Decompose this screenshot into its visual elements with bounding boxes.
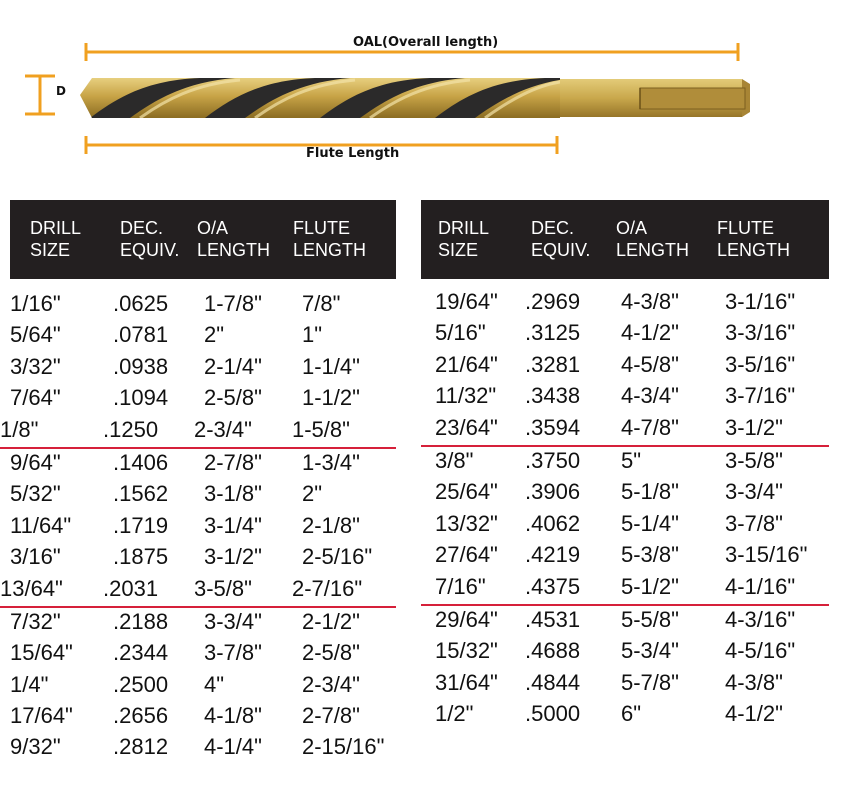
- drill-size-cell: 1/8": [0, 416, 39, 442]
- dec-equiv-cell: .1719: [113, 512, 169, 538]
- oa-length-cell: 3-7/8": [204, 640, 262, 666]
- drill-size-cell: 29/64": [435, 606, 498, 632]
- dec-equiv-cell: .2812: [113, 734, 169, 760]
- oa-length-cell: 2": [204, 322, 225, 348]
- drill-size-cell: 21/64": [435, 351, 498, 377]
- dec-equiv-cell: .2656: [113, 703, 169, 729]
- drill-bit-diagram: [0, 0, 847, 180]
- table-row: [421, 573, 829, 606]
- oa-length-cell: 5": [621, 447, 642, 473]
- table-row: [10, 353, 396, 384]
- header-flute-length: FLUTE LENGTH: [717, 218, 791, 260]
- flute-length-cell: 7/8": [302, 291, 341, 316]
- drill-size-cell: 9/64": [10, 449, 61, 475]
- flute-length-cell: 2-5/16": [302, 544, 373, 570]
- table-row: [421, 351, 829, 382]
- oa-length-cell: 1-7/8": [204, 291, 262, 316]
- oa-length-cell: 5-3/8": [621, 542, 679, 568]
- table-row: [421, 637, 829, 668]
- oa-length-cell: 4-3/8": [621, 289, 679, 314]
- dec-equiv-cell: .1562: [113, 481, 169, 507]
- drill-size-cell: 5/64": [10, 322, 61, 348]
- oa-length-cell: 2-1/4": [204, 353, 262, 379]
- table-row: [421, 669, 829, 700]
- dec-equiv-cell: .5000: [525, 701, 581, 727]
- dec-equiv-cell: .1406: [113, 449, 169, 475]
- dec-equiv-cell: .4688: [525, 638, 581, 664]
- dec-equiv-cell: .4844: [525, 669, 581, 695]
- dec-equiv-cell: .1875: [113, 544, 169, 570]
- table-row: [421, 541, 829, 572]
- table-body: [421, 288, 829, 731]
- header-oa-length: O/A LENGTH: [616, 218, 690, 260]
- table-row: [421, 288, 829, 319]
- table-row: [10, 671, 396, 702]
- flute-length-cell: 2-5/8": [302, 640, 360, 666]
- diameter-label: D: [56, 84, 66, 98]
- flute-length-cell: 1": [302, 322, 323, 348]
- table-row: [421, 510, 829, 541]
- drill-size-cell: 31/64": [435, 669, 498, 695]
- oa-length-cell: 5-3/4": [621, 638, 679, 664]
- dec-equiv-cell: .3906: [525, 479, 581, 505]
- drill-bit-illustration: [0, 0, 847, 180]
- table-row: [10, 384, 396, 415]
- oa-length-cell: 3-3/4": [204, 608, 262, 634]
- oa-length-cell: 2-5/8": [204, 385, 262, 411]
- dec-equiv-cell: .2500: [113, 671, 169, 697]
- table-row: [421, 478, 829, 509]
- drill-size-cell: 9/32": [10, 734, 61, 760]
- drill-size-cell: 25/64": [435, 479, 498, 505]
- dec-equiv-cell: .0625: [113, 291, 169, 316]
- drill-size-table-left: [0, 200, 396, 765]
- flute-length-label: Flute Length: [306, 146, 400, 161]
- flute-length-cell: 4-1/16": [725, 573, 796, 599]
- table-row: [421, 606, 829, 637]
- drill-size-cell: 27/64": [435, 542, 498, 568]
- oa-length-cell: 4": [204, 671, 225, 697]
- table-row: [10, 321, 396, 352]
- oa-length-cell: 5-1/8": [621, 479, 679, 505]
- flute-length-cell: 2-1/8": [302, 512, 360, 538]
- drill-size-cell: 7/16": [435, 573, 486, 599]
- dec-equiv-cell: .1094: [113, 385, 169, 411]
- header-flute-length: FLUTE LENGTH: [293, 218, 367, 260]
- oa-length-cell: 4-1/2": [621, 320, 679, 346]
- oa-length-cell: 5-5/8": [621, 606, 679, 632]
- flute-length-cell: 1-3/4": [302, 449, 360, 475]
- drill-size-table-right: [421, 200, 829, 731]
- oa-length-cell: 5-1/2": [621, 573, 679, 599]
- oa-length-cell: 4-7/8": [621, 414, 679, 440]
- dec-equiv-cell: .3125: [525, 320, 581, 346]
- drill-flutes: [80, 78, 575, 118]
- dec-equiv-cell: .2031: [103, 575, 159, 601]
- drill-size-cell: 11/32": [435, 383, 497, 409]
- dec-equiv-cell: .0938: [113, 353, 169, 379]
- flute-length-cell: 3-3/16": [725, 320, 796, 346]
- header-drill-size: DRILL SIZE: [30, 218, 82, 260]
- diameter-dimension-line: [25, 76, 55, 114]
- drill-shank: [540, 79, 750, 117]
- drill-size-cell: 3/8": [435, 447, 474, 473]
- drill-size-cell: 23/64": [435, 414, 498, 440]
- flute-length-cell: 3-7/16": [725, 383, 796, 409]
- flute-length-cell: 2-7/8": [302, 703, 360, 729]
- flute-length-cell: 2": [302, 481, 323, 507]
- table-row: [10, 733, 396, 764]
- oa-length-cell: 2-7/8": [204, 449, 262, 475]
- drill-size-cell: 15/32": [435, 638, 498, 664]
- flute-length-cell: 2-15/16": [302, 734, 385, 760]
- oa-length-cell: 2-3/4": [194, 416, 252, 442]
- drill-size-cell: 13/32": [435, 510, 498, 536]
- oal-label: OAL(Overall length): [353, 35, 499, 50]
- drill-size-cell: 1/2": [435, 701, 474, 727]
- drill-size-cell: 7/64": [10, 385, 61, 411]
- oa-length-cell: 4-3/4": [621, 383, 679, 409]
- dec-equiv-cell: .3594: [525, 414, 581, 440]
- table-row: [421, 700, 829, 731]
- flute-length-cell: 2-3/4": [302, 671, 360, 697]
- dec-equiv-cell: .4219: [525, 542, 581, 568]
- table-row: [10, 512, 396, 543]
- flute-length-cell: 3-1/16": [725, 289, 796, 314]
- flute-length-cell: 2-7/16": [292, 575, 363, 601]
- table-row: [10, 639, 396, 670]
- oa-length-cell: 4-5/8": [621, 351, 679, 377]
- flute-length-cell: 4-3/16": [725, 606, 796, 632]
- flute-length-cell: 3-1/2": [725, 414, 783, 440]
- flute-length-cell: 1-1/4": [302, 353, 360, 379]
- oa-length-cell: 3-5/8": [194, 575, 252, 601]
- drill-size-cell: 15/64": [10, 640, 73, 666]
- drill-size-cell: 1/4": [10, 671, 49, 697]
- table-row: [10, 290, 396, 321]
- oa-length-cell: 4-1/8": [204, 703, 262, 729]
- drill-size-cell: 3/32": [10, 353, 61, 379]
- flute-length-cell: 4-3/8": [725, 669, 783, 695]
- table-row: [0, 416, 396, 449]
- oa-length-cell: 5-7/8": [621, 669, 679, 695]
- dec-equiv-cell: .4062: [525, 510, 581, 536]
- dec-equiv-cell: .2188: [113, 608, 169, 634]
- header-dec-equiv: DEC. EQUIV.: [531, 218, 591, 260]
- table-body: [0, 290, 396, 765]
- dec-equiv-cell: .1250: [103, 416, 159, 442]
- flute-length-cell: 3-15/16": [725, 542, 808, 568]
- drill-size-cell: 7/32": [10, 608, 61, 634]
- table-row: [421, 414, 829, 447]
- oa-length-cell: 4-1/4": [204, 734, 262, 760]
- dec-equiv-cell: .3281: [525, 351, 581, 377]
- header-oa-length: O/A LENGTH: [197, 218, 271, 260]
- flute-length-cell: 3-3/4": [725, 479, 783, 505]
- drill-size-cell: 5/16": [435, 320, 486, 346]
- dec-equiv-cell: .3438: [525, 383, 581, 409]
- header-drill-size: DRILL SIZE: [438, 218, 490, 260]
- dec-equiv-cell: .2969: [525, 289, 581, 314]
- table-row: [10, 702, 396, 733]
- oa-length-cell: 5-1/4": [621, 510, 679, 536]
- oa-length-cell: 6": [621, 701, 642, 727]
- dec-equiv-cell: .2344: [113, 640, 169, 666]
- drill-size-cell: 17/64": [10, 703, 73, 729]
- table-header: [10, 200, 396, 279]
- table-row: [10, 608, 396, 639]
- table-row: [0, 575, 396, 608]
- flute-length-cell: 3-5/8": [725, 447, 783, 473]
- table-row: [10, 449, 396, 480]
- flute-length-cell: 4-1/2": [725, 701, 783, 727]
- drill-size-cell: 13/64": [0, 575, 63, 601]
- drill-size-cell: 11/64": [10, 512, 72, 538]
- drill-size-cell: 1/16": [10, 291, 61, 316]
- flute-length-cell: 2-1/2": [302, 608, 360, 634]
- drill-size-cell: 5/32": [10, 481, 61, 507]
- header-dec-equiv: DEC. EQUIV.: [120, 218, 180, 260]
- dec-equiv-cell: .4375: [525, 573, 581, 599]
- table-row: [421, 447, 829, 478]
- drill-size-cell: 3/16": [10, 544, 61, 570]
- table-header: [421, 200, 829, 279]
- oa-length-cell: 3-1/8": [204, 481, 262, 507]
- oa-length-cell: 3-1/2": [204, 544, 262, 570]
- table-row: [10, 543, 396, 574]
- dec-equiv-cell: .0781: [113, 322, 169, 348]
- flute-length-cell: 4-5/16": [725, 638, 796, 664]
- oa-length-cell: 3-1/4": [204, 512, 262, 538]
- flute-length-cell: 1-1/2": [302, 385, 360, 411]
- table-row: [421, 319, 829, 350]
- table-row: [421, 382, 829, 413]
- table-row: [10, 480, 396, 511]
- flute-length-cell: 3-5/16": [725, 351, 796, 377]
- dec-equiv-cell: .3750: [525, 447, 581, 473]
- flute-length-cell: 3-7/8": [725, 510, 783, 536]
- drill-size-cell: 19/64": [435, 289, 498, 314]
- flute-length-cell: 1-5/8": [292, 416, 350, 442]
- dec-equiv-cell: .4531: [525, 606, 581, 632]
